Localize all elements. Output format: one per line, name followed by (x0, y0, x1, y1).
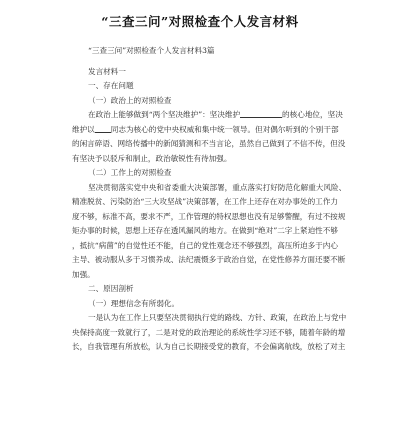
fill-blank (95, 124, 111, 133)
paragraph-line: 加强。 (72, 269, 95, 279)
paragraph-line: 维护以 同志为核心的党中央权威和集中统一领导。但对偶尔听到的个别干部 (72, 124, 339, 134)
fill-blank (240, 109, 282, 118)
paragraph-line: 度不够，标准不高，要求不严，工作管理的特权思想也没有足够警醒，有过不按规 (72, 211, 346, 221)
paragraph-line: 坚决贯彻落实党中央和省委重大决策部署，重点落实打好防范化解重大风险、 (88, 182, 347, 192)
paragraph-line: 在政治上能够做到“两个坚决维护”：坚决维护 的核心地位，坚决 (88, 110, 343, 119)
document-title: “三查三问”对照检查个人发言材料 (101, 14, 299, 29)
document-subtitle: “三查三问”对照检查个人发言材料3篇 (88, 46, 215, 55)
section-label: 发言材料一 (88, 66, 126, 76)
document-body (72, 44, 347, 355)
subheading-political: （一）政治上的对照检查 (88, 95, 172, 105)
subheading-ideals: （一）理想信念有所弱化。 (88, 298, 180, 308)
paragraph-line: 有坚决予以驳斥和制止，政治敏锐性有待加强。 (72, 153, 232, 163)
paragraph-line: 精准脱贫、污染防治“三大攻坚战”决策部署，在工作上还存在对办事处的工作力 (72, 197, 338, 206)
heading-problems: 一、存在问题 (88, 81, 134, 90)
paragraph-line: 央保持高度一致就行了，二是对党的政治理论的系统性学习还不够，随着年龄的增 (72, 327, 346, 337)
paragraph-line: 主导、被动服从多于习惯养成、法纪震慑多于政治自觉，在党性修养方面还要不断 (72, 255, 346, 264)
paragraph-line: 矩办事的时候，思想上还存在透风漏风的地方。在做到“绝对”二字上紧迫性不够 (72, 226, 338, 235)
subheading-work: （二）工作上的对照检查 (88, 168, 172, 177)
paragraph-line: 一是认为在工作上只要坚决贯彻执行党的路线、方针、政策，在政治上与党中 (88, 313, 347, 322)
paragraph-line: 长，自我管理有所放松，认为自己长期接受党的教育，不会偏离航线，放松了对主 (72, 342, 346, 351)
paragraph-line: ，抵抗“病菌”的自觉性还不能，自己的党性观念还不够强烈，高压所迫多于内心 (72, 240, 338, 250)
paragraph-line: 的闲言碎语、网络传播中的新闻猜测和不当言论，虽然自己做到了不信不传，但没 (72, 139, 346, 148)
heading-causes: 二、原因剖析 (88, 284, 134, 293)
